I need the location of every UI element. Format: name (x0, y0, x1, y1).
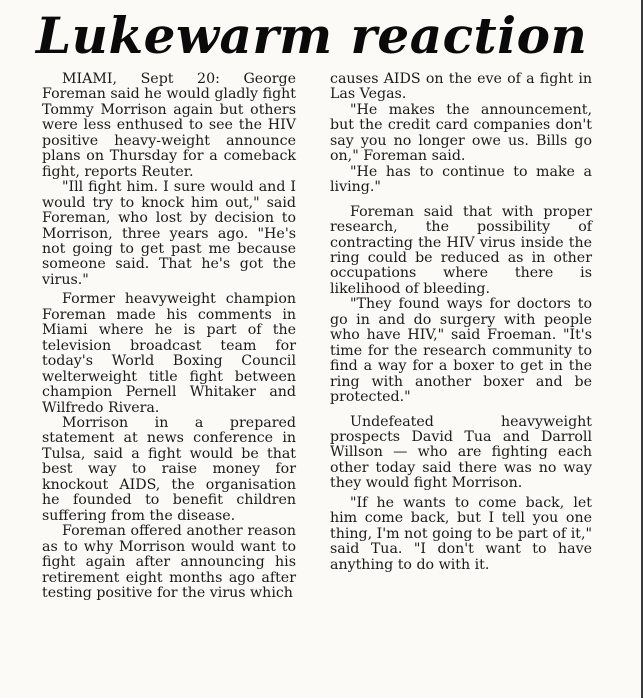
article-column-right (330, 72, 592, 573)
paragraph: "He has to continue to make a living." (330, 163, 592, 196)
paragraph: "He makes the announcement, but the credit card companies don't say you no longer owe us. Bills go on," Foreman said. (330, 101, 592, 165)
paragraph-continued: causes AIDS on the eve of a fight in Las Vegas. (330, 71, 592, 103)
paragraph: Former heavyweight champion Foreman made his comments in Miami where he is part of the television broadcast team for today's World Boxing Council welterweight title fight between champion Pernell Whitaker and Wilfredo Rivera. (42, 291, 296, 416)
paragraph: "They found ways for doctors to go in and do surgery with people who have HIV," said Froeman. "It's time for the research community to find a way for a boxer to get in the ring with another boxer and be protected." (330, 296, 592, 406)
paragraph: Undefeated heavyweight prospects David Tua and Darroll Willson — who are fighting each other today said there was no way they would fight Morrison. (330, 413, 592, 492)
paragraph: MIAMI, Sept 20: George Foreman said he would gladly fight Tommy Morrison again but others were less enthused to see the HIV positive heavy-weight announce plans on Thursday for a comeback fight, reports Reuter. (42, 71, 296, 180)
article-column-left (42, 72, 296, 601)
headline: Lukewarm reaction (36, 6, 588, 65)
paragraph: Foreman offered another reason as to why Morrison would want to fight again after announcing his retirement eight months ago after testing positive for the virus which (42, 523, 296, 601)
paragraph: Foreman said that with proper research, the possibility of contracting the HIV virus inside the ring could be reduced as in other occupations where there is likelihood of bleeding. (330, 203, 592, 297)
paragraph: "Ill fight him. I sure would and I would try to knock him out," said Foreman, who lost by decision to Morrison, three years ago. "He's not going to get past me because someone said. That he's got the virus." (42, 179, 296, 288)
paragraph: "If he wants to come back, let him come back, but I tell you one thing, I'm not going to be part of it," said Tua. "I don't want to have anything to do with it. (330, 494, 592, 573)
paragraph: Morrison in a prepared statement at news conference in Tulsa, said a fight would be that best way to raise money for knockout AIDS, the organisation he founded to benefit children suffering from the disease. (42, 414, 296, 524)
